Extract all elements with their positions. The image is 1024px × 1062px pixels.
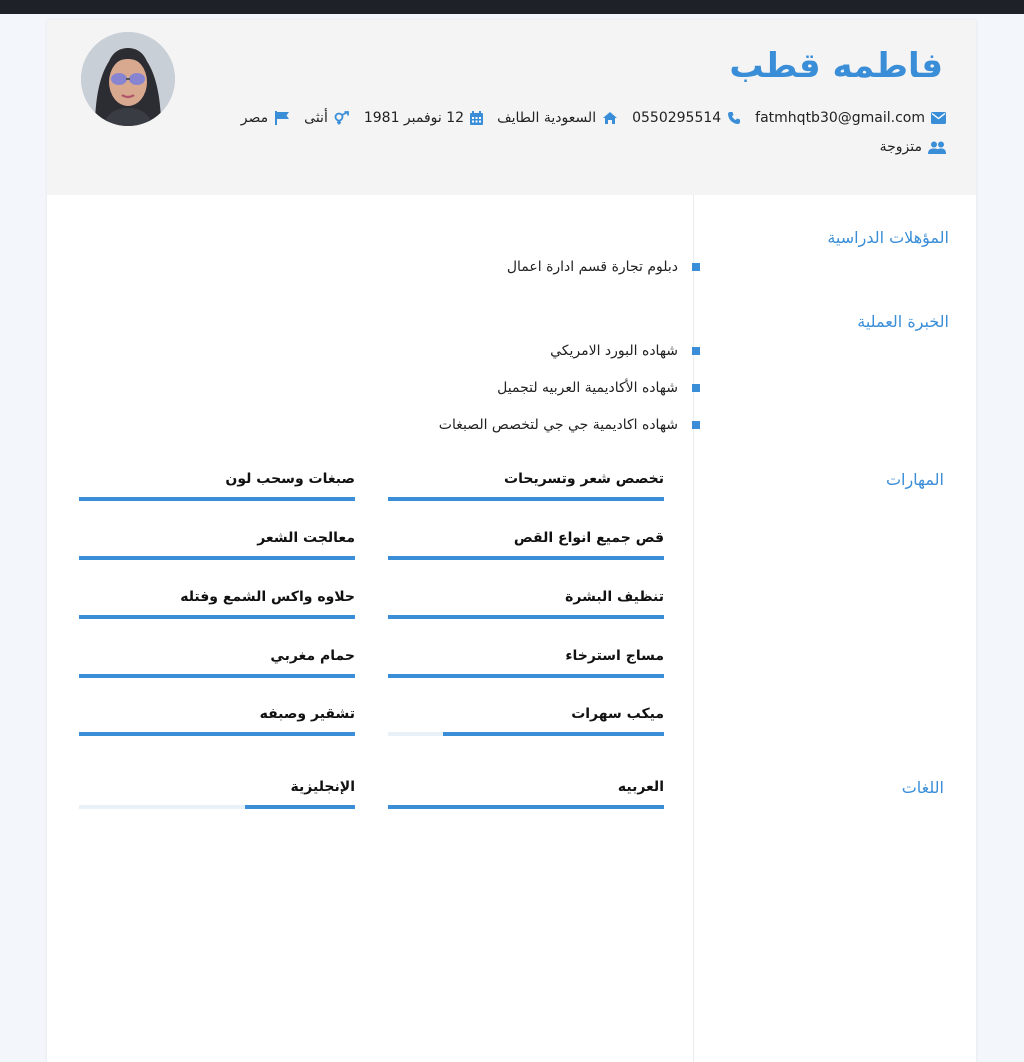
experience-item-text: شهاده البورد الامريكي bbox=[550, 343, 678, 359]
bullet-square bbox=[692, 384, 700, 392]
languages-title: اللغات bbox=[901, 778, 944, 797]
skill-label: تنظيف البشرة bbox=[565, 589, 664, 605]
bullet-square bbox=[692, 263, 700, 271]
skill-bar bbox=[388, 674, 664, 678]
skill-item bbox=[388, 469, 664, 501]
resume-page bbox=[47, 20, 976, 1062]
birthdate-text: 12 نوفمبر 1981 bbox=[363, 110, 465, 126]
envelope-icon bbox=[931, 112, 946, 124]
skill-item bbox=[79, 528, 355, 560]
skill-label: تخصص شعر وتسريحات bbox=[504, 471, 664, 487]
skills-title: المهارات bbox=[885, 470, 944, 489]
language-item bbox=[388, 777, 664, 809]
skill-bar-fill bbox=[79, 674, 355, 678]
marital-item bbox=[880, 139, 946, 155]
skill-item bbox=[79, 646, 355, 678]
flag-icon bbox=[274, 111, 290, 125]
skill-item bbox=[79, 469, 355, 501]
phone-icon bbox=[727, 111, 741, 125]
experience-item bbox=[550, 343, 700, 359]
email-item[interactable] bbox=[755, 110, 946, 126]
experience-item bbox=[439, 417, 700, 433]
skill-item bbox=[388, 646, 664, 678]
skill-label: حمام مغربي bbox=[270, 648, 355, 664]
skill-label: حلاوه واكس الشمع وفتله bbox=[180, 589, 355, 605]
browser-top-bar bbox=[0, 0, 1024, 14]
skill-bar bbox=[79, 497, 355, 501]
gender-icon bbox=[334, 111, 350, 125]
skill-item bbox=[388, 528, 664, 560]
skill-bar bbox=[79, 615, 355, 619]
language-label: العربيه bbox=[617, 779, 664, 795]
email-text: fatmhqtb30@gmail.com bbox=[755, 110, 925, 126]
marital-row bbox=[866, 139, 946, 155]
birthdate-item bbox=[364, 110, 483, 126]
education-item-text: دبلوم تجارة قسم ادارة اعمال bbox=[506, 259, 678, 275]
resume-header bbox=[47, 20, 976, 195]
education-item bbox=[507, 259, 700, 275]
phone-item[interactable] bbox=[632, 110, 741, 126]
contact-details bbox=[227, 110, 946, 126]
skill-bar-fill bbox=[388, 674, 664, 678]
education-title: المؤهلات الدراسية bbox=[827, 228, 949, 247]
language-item bbox=[79, 777, 355, 809]
skill-label: معالجت الشعر bbox=[257, 530, 355, 546]
nationality-item bbox=[241, 110, 290, 126]
skill-label: صبغات وسحب لون bbox=[225, 471, 355, 487]
skill-bar-fill bbox=[388, 615, 664, 619]
gender-text: أنثى bbox=[304, 110, 328, 126]
bullet-square bbox=[692, 347, 700, 355]
users-icon bbox=[928, 141, 946, 154]
marital-text: متزوجة bbox=[879, 139, 922, 155]
skill-bar-fill bbox=[443, 732, 664, 736]
gender-item bbox=[304, 110, 350, 126]
language-bar-fill bbox=[245, 805, 355, 809]
language-bar-fill bbox=[388, 805, 664, 809]
nationality-text: مصر bbox=[240, 110, 269, 126]
location-text: السعودية الطايف bbox=[497, 110, 597, 126]
skill-bar-fill bbox=[79, 556, 355, 560]
column-divider bbox=[693, 195, 694, 1062]
skill-bar bbox=[388, 497, 664, 501]
skill-bar bbox=[79, 732, 355, 736]
skill-bar bbox=[79, 556, 355, 560]
skill-bar-fill bbox=[79, 732, 355, 736]
skill-item bbox=[79, 704, 355, 736]
skill-item bbox=[388, 704, 664, 736]
skill-bar bbox=[388, 615, 664, 619]
candidate-name: فاطمه قطب bbox=[729, 46, 943, 86]
skill-bar bbox=[79, 674, 355, 678]
experience-item-text: شهاده الأكاديمية العربيه لتجميل bbox=[497, 380, 678, 396]
skill-label: قص جميع انواع القص bbox=[513, 530, 664, 546]
skill-item bbox=[388, 587, 664, 619]
experience-item bbox=[497, 380, 700, 396]
skill-label: ميكب سهرات bbox=[571, 706, 664, 722]
skill-bar-fill bbox=[388, 497, 664, 501]
skill-bar bbox=[388, 732, 664, 736]
skill-bar-fill bbox=[388, 556, 664, 560]
profile-photo bbox=[81, 32, 175, 126]
skill-label: مساج استرخاء bbox=[565, 648, 664, 664]
skill-item bbox=[79, 587, 355, 619]
skill-bar-fill bbox=[79, 615, 355, 619]
experience-item-text: شهاده اكاديمية جي جي لتخصص الصبغات bbox=[438, 417, 678, 433]
phone-text: 0550295514 bbox=[632, 110, 722, 126]
bullet-square bbox=[692, 421, 700, 429]
language-label: الإنجليزية bbox=[290, 779, 355, 795]
location-item bbox=[497, 110, 618, 126]
home-icon bbox=[602, 111, 618, 125]
language-bar bbox=[79, 805, 355, 809]
experience-title: الخبرة العملية bbox=[857, 312, 949, 331]
language-bar bbox=[388, 805, 664, 809]
skill-bar bbox=[388, 556, 664, 560]
calendar-icon bbox=[470, 111, 483, 125]
skill-label: تشقير وصبفه bbox=[259, 706, 355, 722]
skill-bar-fill bbox=[79, 497, 355, 501]
